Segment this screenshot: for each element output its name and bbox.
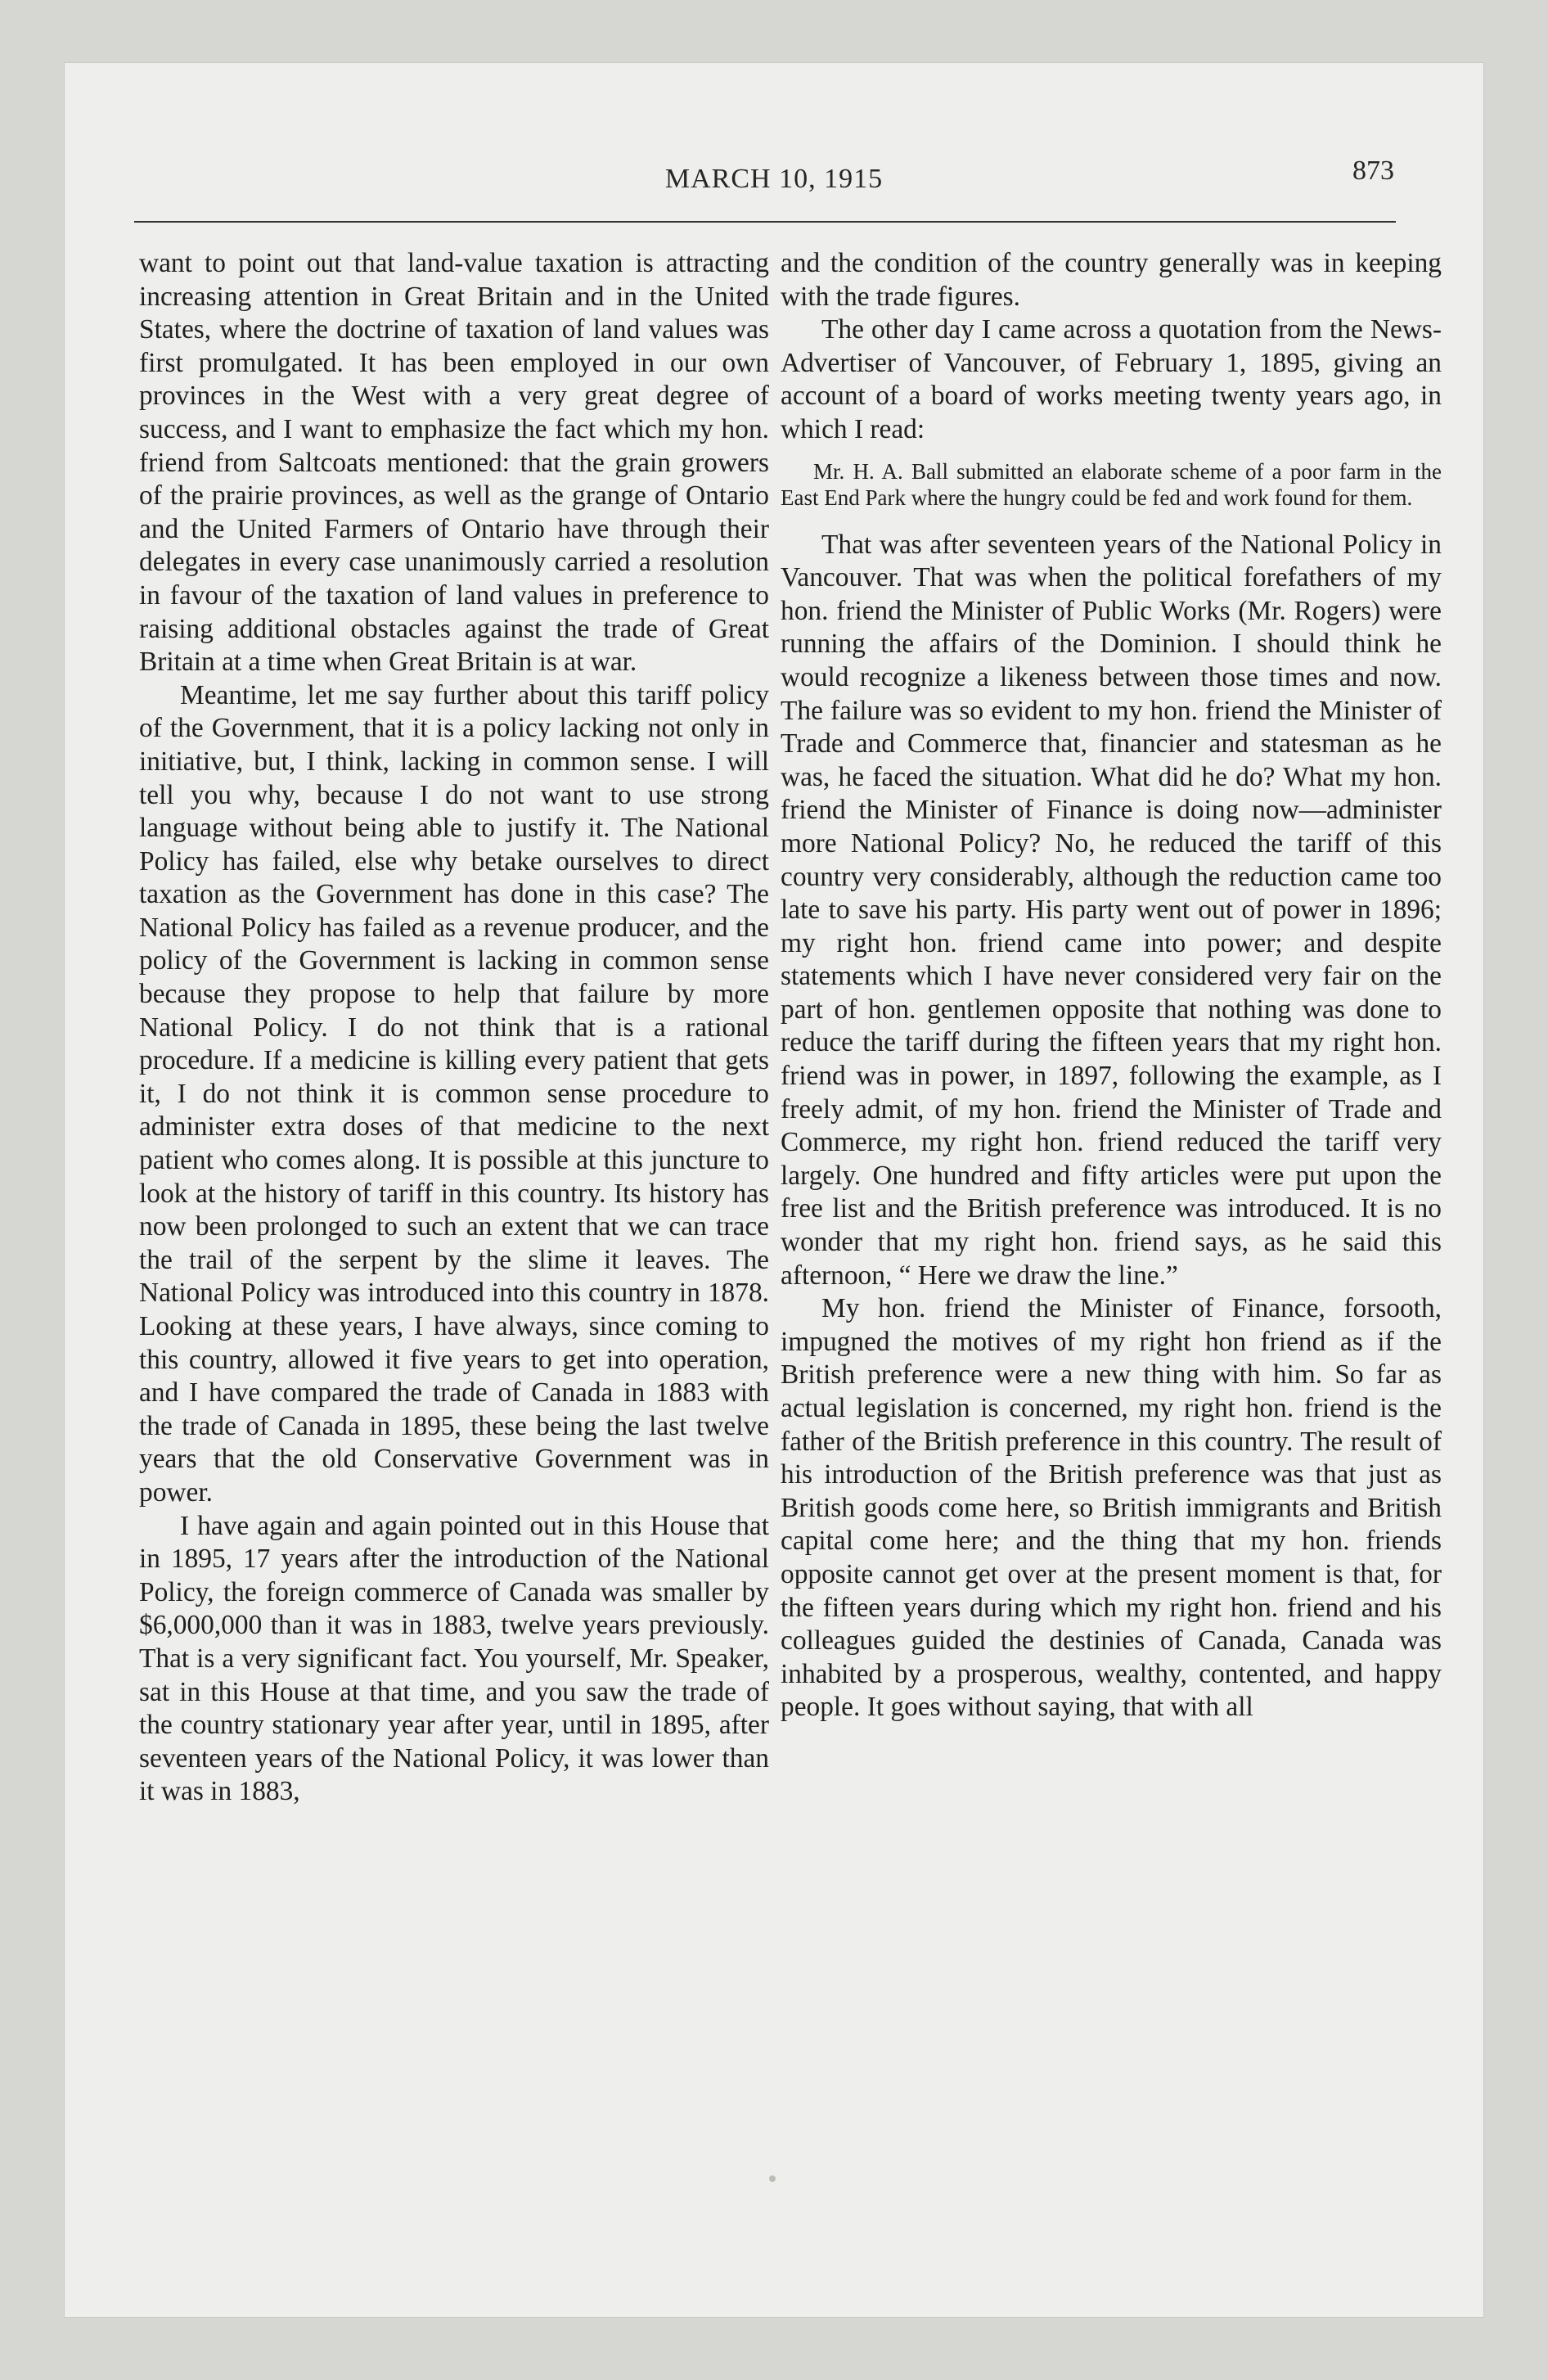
right-column: [781, 247, 1442, 1724]
paper-speck: [769, 2175, 776, 2182]
block-quote: Mr. H. A. Ball submitted an elaborate scheme of a poor farm in the East End Park where the hungry could be fed and work found for them.: [781, 458, 1442, 510]
right-paragraph-1: and the condition of the country generally was in keeping with the trade figures.: [781, 248, 1442, 312]
right-paragraph-2: The other day I came across a quotation from the News-Advertiser of Vancouver, of February 1, 1895, giving an account of a board of works meeting twenty years ago, in which I read:: [781, 314, 1442, 444]
right-paragraph-4: My hon. friend the Minister of Finance, forsooth, impugned the motives of my right hon friend as if the British preference were a new thing with him. So far as actual legislation is concerned, my right hon. friend is the father of the British preference in this country. The result of his introduction of the British preference was that just as British goods come here, so British immigrants and British capital come here; and the thing that my hon. friends opposite cannot get over at the present moment is that, for the fifteen years during which my right hon. friend and his colleagues guided the destinies of Canada, Canada was inhabited by a prosperous, wealthy, contented, and happy people. It goes without saying, that with all: [781, 1293, 1442, 1723]
right-paragraph-3: That was after seventeen years of the National Policy in Vancouver. That was when the political forefathers of my hon. friend the Minister of Public Works (Mr. Rogers) were running the affairs of the Dominion. I should think he would recognize a likeness between those times and now. The failure was so evident to my hon. friend the Minister of Trade and Commerce that, financier and statesman as he was, he faced the situation. What did he do? What my hon. friend the Minister of Finance is doing now—administer more National Policy? No, he reduced the tariff of this country very considerably, although the reduction came too late to save his party. His party went out of power in 1896; my right hon. friend came into power; and despite statements which I have never considered very fair on the part of hon. gentlemen opposite that nothing was done to reduce the tariff during the fifteen years that my right hon. friend was in power, in 1897, following the example, as I freely admit, of my hon. friend the Minister of Trade and Commerce, my right hon. friend reduced the tariff very largely. One hundred and fifty articles were put upon the free list and the British preference was introduced. It is no wonder that my right hon. friend says, as he said this afternoon, “ Here we draw the line.”: [781, 529, 1442, 1291]
running-title: MARCH 10, 1915: [664, 164, 884, 194]
header-rule: [134, 221, 1396, 223]
page-number: 873: [1352, 156, 1394, 186]
page-header: [64, 156, 1484, 213]
left-paragraph-1: want to point out that land-value taxation is attracting increasing attention in Great Britain and in the United States, where the doctrine of taxation of land values was first promulgated. It has been employed in our own provinces in the West with a very great degree of success, and I want to emphasize the fact which my hon. friend from Saltcoats mentioned: that the grain growers of the prairie provinces, as well as the grange of Ontario and the United Farmers of Ontario have through their delegates in every case unanimously carried a resolution in favour of the taxation of land values in preference to raising additional obstacles against the trade of Great Britain at a time when Great Britain is at war.: [139, 248, 769, 678]
left-paragraph-2: Meantime, let me say further about this tariff policy of the Government, that it is a policy lacking not only in initiative, but, I think, lacking in common sense. I will tell you why, because I do not want to use strong language without being able to justify it. The National Policy has failed, else why betake ourselves to direct taxation as the Government has done in this case? The National Policy has failed as a revenue producer, and the policy of the Government is lacking in common sense because they propose to help that failure by more National Policy. I do not think that is a rational procedure. If a medicine is killing every patient that gets it, I do not think it is common sense procedure to administer extra doses of that medicine to the next patient who comes along. It is possible at this juncture to look at the history of tariff in this country. Its history has now been prolonged to such an extent that we can trace the trail of the serpent by the slime it leaves. The National Policy was introduced into this country in 1878. Looking at these years, I have always, since coming to this country, allowed it five years to get into operation, and I have compared the trade of Canada in 1883 with the trade of Canada in 1895, these being the last twelve years that the old Conservative Government was in power.: [139, 679, 769, 1508]
left-paragraph-3: I have again and again pointed out in this House that in 1895, 17 years after the introduction of the National Policy, the foreign commerce of Canada was smaller by $6,000,000 than it was in 1883, twelve years previously. That is a very significant fact. You yourself, Mr. Speaker, sat in this House at that time, and you saw the trade of the country stationary year after year, until in 1895, after seventeen years of the National Policy, it was lower than it was in 1883,: [139, 1510, 769, 1807]
left-column: [139, 247, 769, 1809]
document-page: [64, 62, 1484, 2318]
